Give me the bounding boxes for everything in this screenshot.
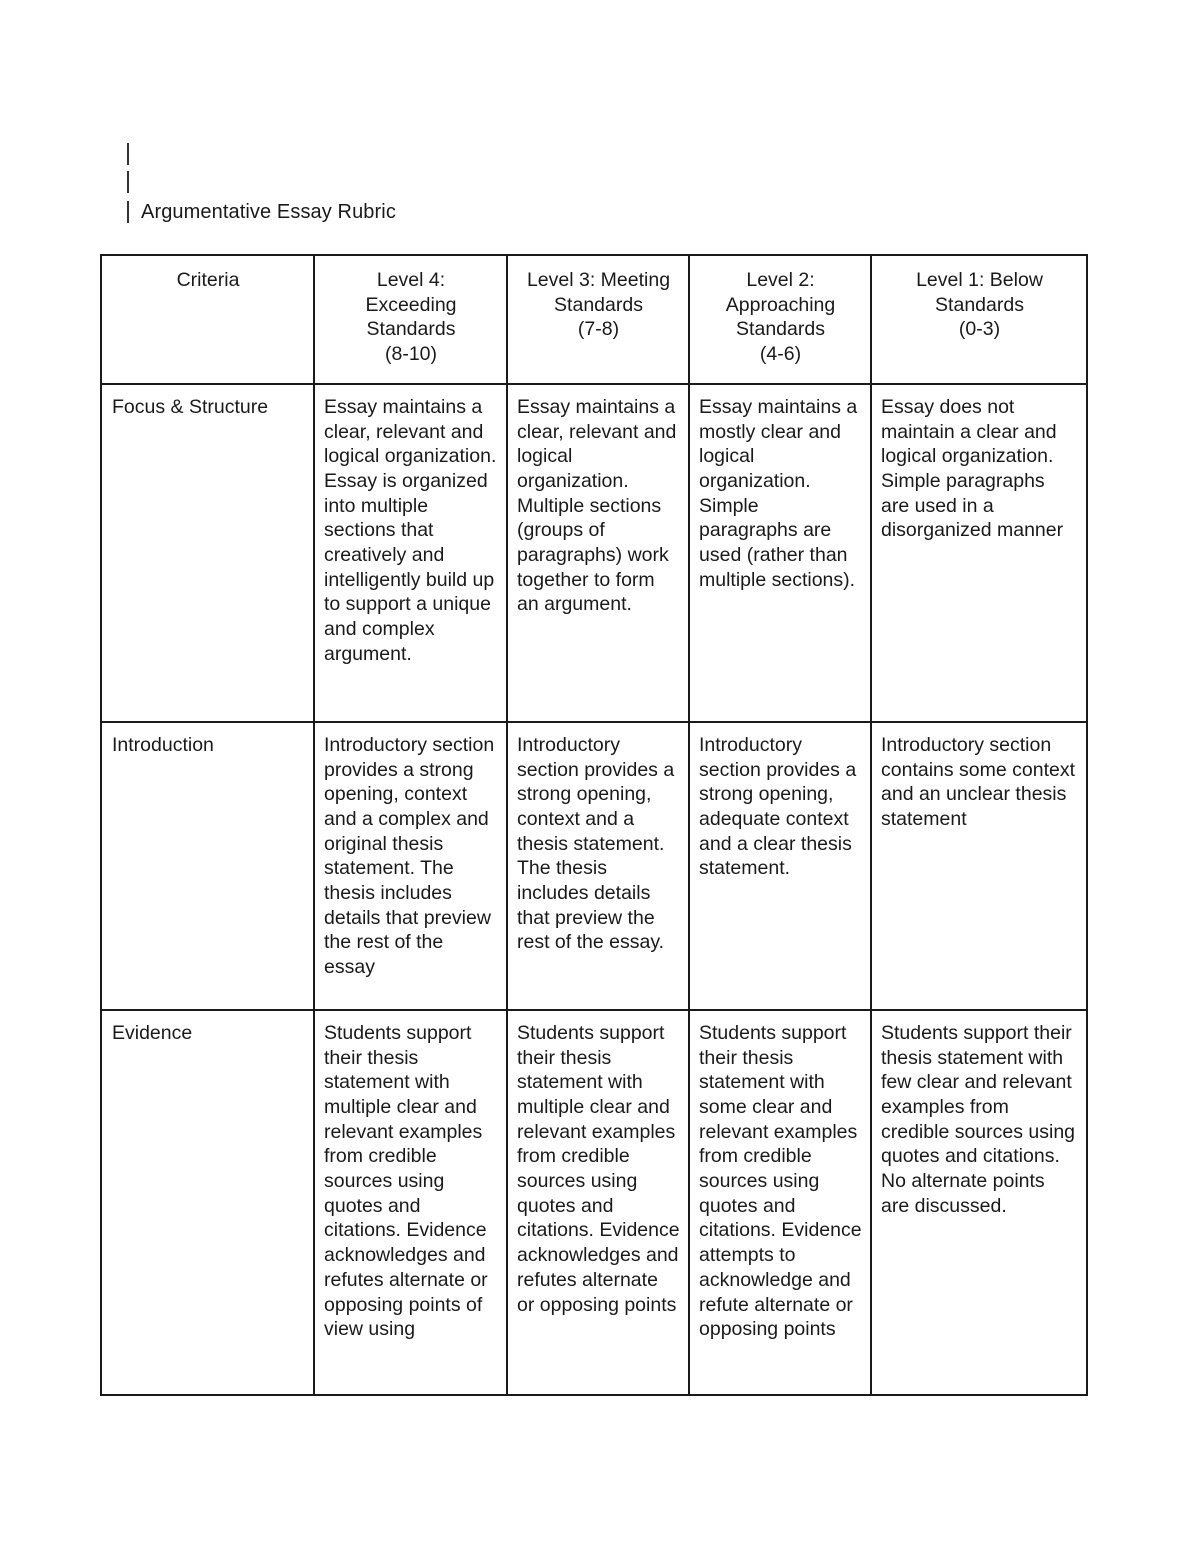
level-3-cell: Students support their thesis statement with multiple clear and relevant examples from credible sources using quotes and citations. Evidence acknowledges and refutes alternate or opposing points xyxy=(507,1010,689,1395)
title-line xyxy=(127,200,396,224)
level-1-cell: Students support their thesis statement with few clear and relevant examples from credible sources using quotes and citations. No alternate points are discussed. xyxy=(871,1010,1087,1395)
header-row xyxy=(101,255,1087,384)
criteria-cell: Focus & Structure xyxy=(101,384,314,722)
criteria-cell: Evidence xyxy=(101,1010,314,1395)
page-title: Argumentative Essay Rubric xyxy=(141,200,396,223)
level-4-cell: Essay maintains a clear, relevant and logical organization. Essay is organized into multiple sections that creatively and intelligently build up to support a unique and complex argument. xyxy=(314,384,507,722)
text-cursor-line-2 xyxy=(127,171,129,193)
header-level-2: Level 2: Approaching Standards (4-6) xyxy=(689,255,871,384)
text-cursor-line-1 xyxy=(127,143,129,165)
level-3-cell: Introductory section provides a strong opening, context and a thesis statement. The thesis includes details that preview the rest of the essay. xyxy=(507,722,689,1010)
header-criteria: Criteria xyxy=(101,255,314,384)
level-2-cell: Introductory section provides a strong opening, adequate context and a clear thesis statement. xyxy=(689,722,871,1010)
level-4-cell: Students support their thesis statement with multiple clear and relevant examples from credible sources using quotes and citations. Evidence acknowledges and refutes alternate or opposing points of view using xyxy=(314,1010,507,1395)
level-2-cell: Students support their thesis statement with some clear and relevant examples from credible sources using quotes and citations. Evidence attempts to acknowledge and refute alternate or opposing points xyxy=(689,1010,871,1395)
header-level-1: Level 1: Below Standards (0-3) xyxy=(871,255,1087,384)
level-3-cell: Essay maintains a clear, relevant and logical organization. Multiple sections (groups of paragraphs) work together to form an argument. xyxy=(507,384,689,722)
rubric-table xyxy=(100,254,1088,1396)
level-1-cell: Introductory section contains some context and an unclear thesis statement xyxy=(871,722,1087,1010)
criteria-cell: Introduction xyxy=(101,722,314,1010)
table-row xyxy=(101,1010,1087,1395)
header-level-3: Level 3: Meeting Standards (7-8) xyxy=(507,255,689,384)
header-level-4: Level 4: Exceeding Standards (8-10) xyxy=(314,255,507,384)
table-row xyxy=(101,722,1087,1010)
level-4-cell: Introductory section provides a strong opening, context and a complex and original thesis statement. The thesis includes details that preview the rest of the essay xyxy=(314,722,507,1010)
level-1-cell: Essay does not maintain a clear and logical organization. Simple paragraphs are used in a disorganized manner xyxy=(871,384,1087,722)
table-row xyxy=(101,384,1087,722)
level-2-cell: Essay maintains a mostly clear and logical organization. Simple paragraphs are used (rather than multiple sections). xyxy=(689,384,871,722)
text-cursor-line-3 xyxy=(127,201,129,223)
